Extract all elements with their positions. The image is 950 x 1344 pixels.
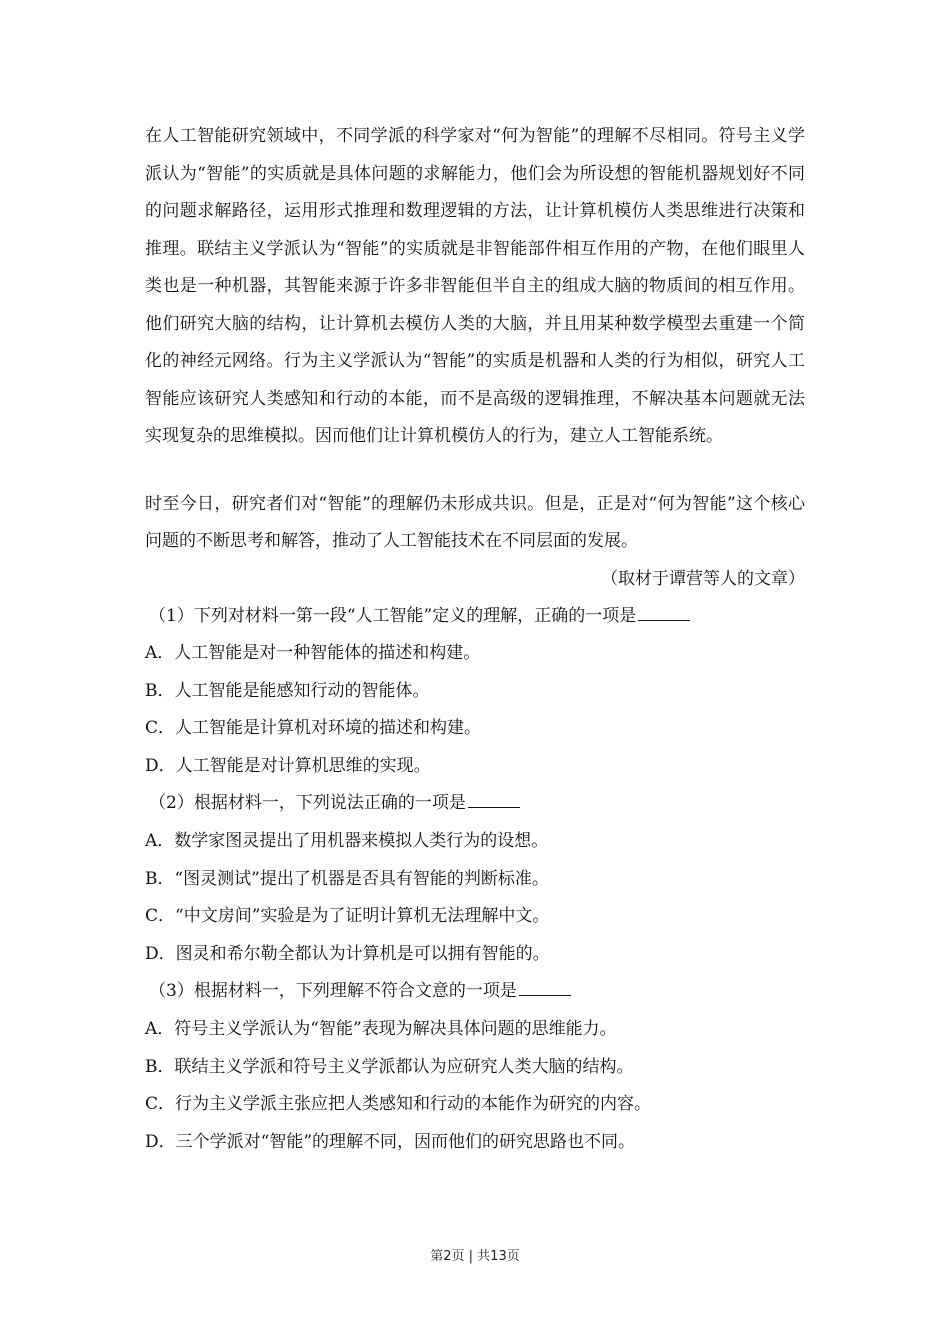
question-stem: （2）根据材料一，下列说法正确的一项是 bbox=[145, 785, 805, 823]
option-b: B．联结主义学派和符号主义学派都认为应研究人类大脑的结构。 bbox=[145, 1056, 634, 1077]
material-source: （取材于谭营等人的文章） bbox=[601, 568, 805, 589]
material-paragraph-1: 在人工智能研究领域中，不同学派的科学家对“何为智能”的理解不尽相同。符号主义学派认为“智能”的实质就是具体问题的求解能力，他们会为所设想的智能机器规划好不同的问题求解路径，运用形式推理和数理逻辑的方法，让计算机模仿人类思维进行决策和推理。联结主义学派认为“智能”的实质就是非智能部件相互作用的产物，在他们眼里人类也是一种机器，其智能来源于许多非智能但半自主的组成大脑的物质间的相互作用。他们研究大脑的结构，让计算机去模仿人类的大脑，并且用某种数学模型去重建一个简化的神经元网络。行为主义学派认为“智能”的实质是机器和人类的行为相似，研究人工智能应该研究人类感知和行动的本能，而不是高级的逻辑推理，不解决基本问题就无法实现复杂的思维模拟。因而他们让计算机模仿人的行为，建立人工智能系统。 bbox=[145, 126, 805, 446]
question-stem: （3）根据材料一，下列理解不符合文意的一项是 bbox=[145, 973, 805, 1011]
material-paragraph-2: 时至今日，研究者们对“智能”的理解仍未形成共识。但是，正是对“何为智能”这个核心问题的不断思考和解答，推动了人工智能技术在不同层面的发展。 bbox=[145, 493, 805, 551]
option-a: A．符号主义学派认为“智能”表现为解决具体问题的思维能力。 bbox=[145, 1019, 617, 1040]
document-body bbox=[145, 118, 805, 1161]
option-a: A．数学家图灵提出了用机器来模拟人类行为的设想。 bbox=[145, 831, 549, 852]
question-1 bbox=[145, 598, 805, 786]
option-d: D．人工智能是对计算机思维的实现。 bbox=[145, 755, 431, 776]
answer-blank bbox=[638, 605, 690, 621]
option-d: D．图灵和希尔勒全都认为计算机是可以拥有智能的。 bbox=[145, 943, 550, 964]
option-c: C．行为主义学派主张应把人类感知和行动的本能作为研究的内容。 bbox=[145, 1094, 652, 1115]
option-d: D．三个学派对“智能”的理解不同，因而他们的研究思路也不同。 bbox=[145, 1131, 636, 1152]
option-a: A．人工智能是对一种智能体的描述和构建。 bbox=[145, 643, 481, 664]
option-c: C．人工智能是计算机对环境的描述和构建。 bbox=[145, 718, 482, 739]
option-b: B．“图灵测试”提出了机器是否具有智能的判断标准。 bbox=[145, 868, 549, 889]
question-2 bbox=[145, 785, 805, 973]
answer-blank bbox=[468, 792, 520, 808]
question-stem: （1）下列对材料一第一段“人工智能”定义的理解，正确的一项是 bbox=[145, 598, 805, 636]
option-b: B．人工智能是能感知行动的智能体。 bbox=[145, 680, 430, 701]
answer-blank bbox=[519, 980, 571, 996]
page-footer: 第2页 | 共13页 bbox=[430, 1249, 520, 1264]
question-3 bbox=[145, 973, 805, 1161]
option-c: C．“中文房间”实验是为了证明计算机无法理解中文。 bbox=[145, 906, 550, 927]
